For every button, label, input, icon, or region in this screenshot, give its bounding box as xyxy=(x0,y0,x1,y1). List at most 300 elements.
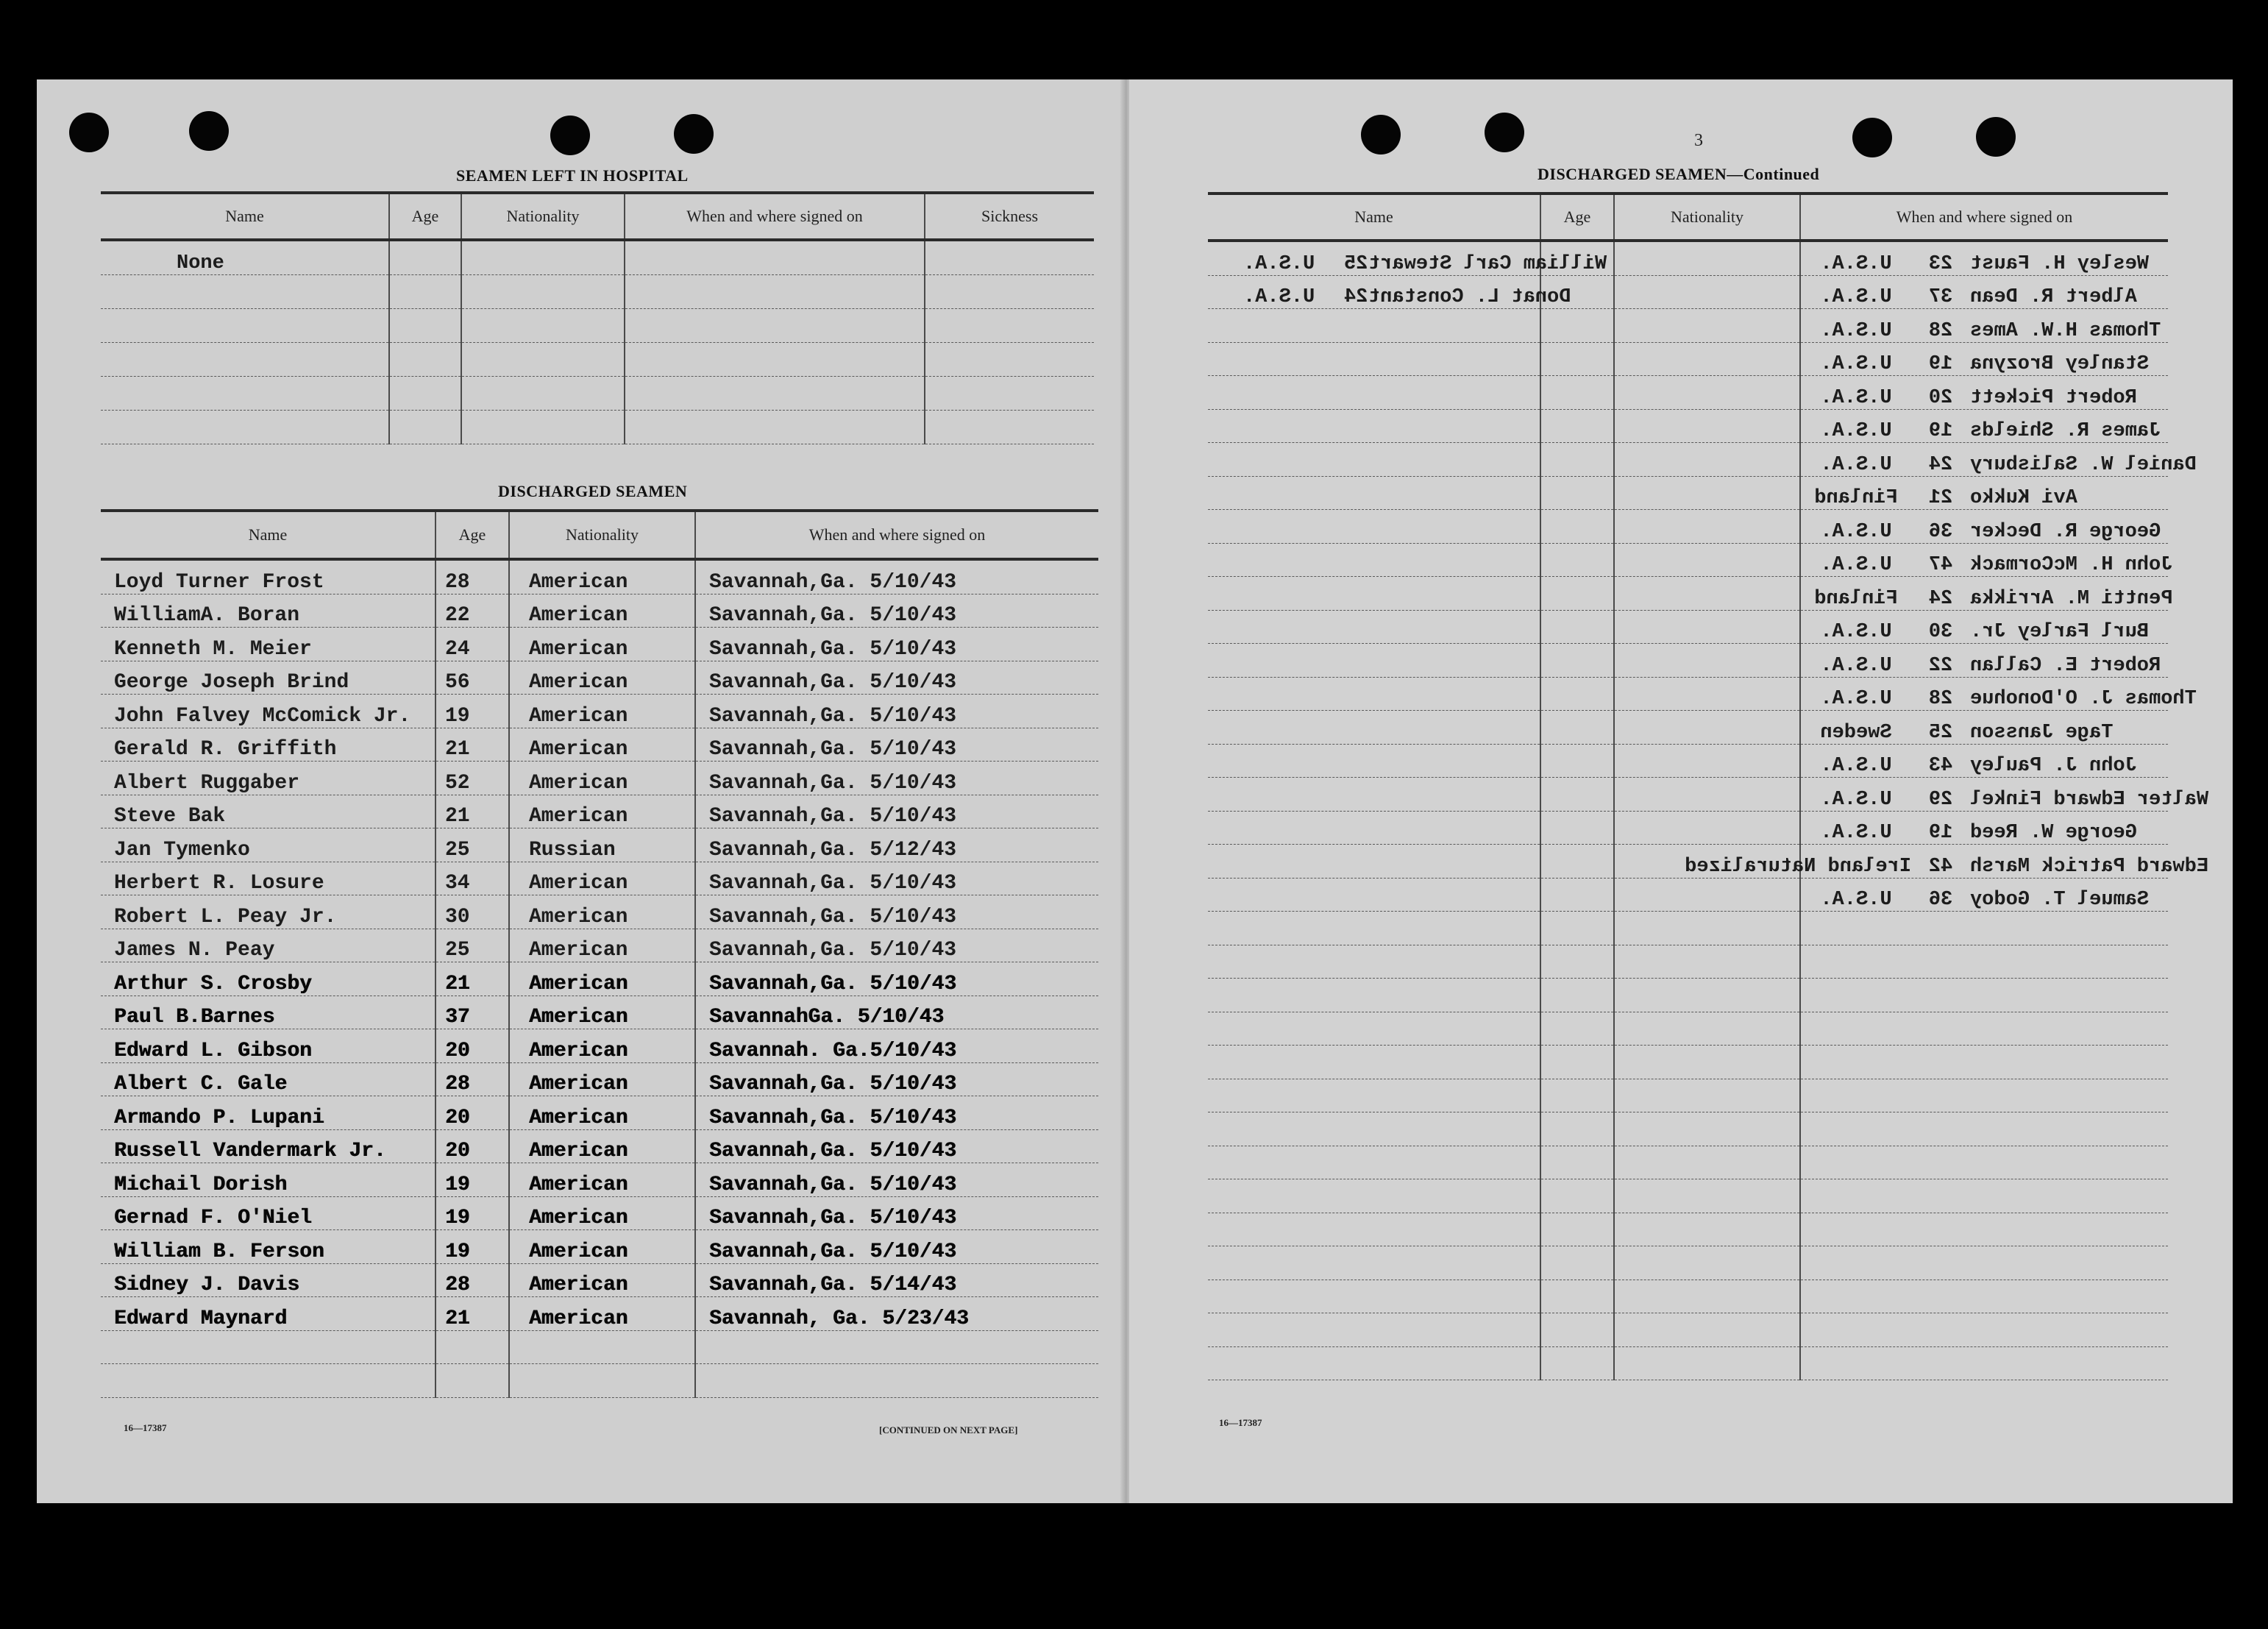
nationality-text: U.S.A. xyxy=(1820,788,1892,811)
table-row xyxy=(1208,1280,2168,1313)
age-text: 47 xyxy=(1928,554,1953,576)
table-row xyxy=(101,411,1094,444)
name-cell xyxy=(101,275,389,309)
age-cell xyxy=(436,828,509,862)
age-cell xyxy=(1540,1012,1614,1046)
nationality-cell xyxy=(1614,610,1800,644)
name-cell xyxy=(1208,1280,1540,1313)
sickness-cell xyxy=(925,343,1094,377)
table-row xyxy=(101,240,1094,275)
signed-on-cell xyxy=(695,1297,1098,1331)
nationality-cell-text: American xyxy=(529,1307,628,1330)
age-cell-text: 52 xyxy=(445,771,470,795)
name-text: George R. Decker xyxy=(1970,520,2161,543)
table-row xyxy=(1208,1046,2168,1079)
signed-on-cell xyxy=(1800,1046,2168,1079)
table-row xyxy=(101,559,1098,594)
sickness-cell xyxy=(925,411,1094,444)
age-cell xyxy=(436,628,509,661)
signed-on-cell xyxy=(695,1230,1098,1264)
name-cell xyxy=(1208,577,1540,611)
nationality-cell-text: American xyxy=(529,1140,628,1163)
age-text: 36 xyxy=(1928,520,1953,543)
sickness-cell xyxy=(925,240,1094,275)
table-row xyxy=(1208,744,2168,778)
nationality-cell xyxy=(509,862,695,895)
nationality-cell xyxy=(1614,1112,1800,1146)
form-number-left: 16—17387 xyxy=(124,1422,167,1433)
table-row xyxy=(1208,945,2168,979)
nationality-cell xyxy=(1614,979,1800,1012)
nationality-cell-text: American xyxy=(529,939,628,962)
name-cell xyxy=(1208,945,1540,979)
right-page xyxy=(1129,79,2233,1503)
name-text: Albert R. Dean xyxy=(1970,286,2137,308)
age-cell xyxy=(1540,443,1614,477)
signed-on-cell xyxy=(1800,711,2168,745)
table-row xyxy=(101,828,1098,862)
name-cell xyxy=(101,1297,436,1331)
age-cell xyxy=(436,1263,509,1297)
name-cell xyxy=(101,695,436,728)
signed-on-cell xyxy=(1800,811,2168,845)
nationality-cell xyxy=(1614,1146,1800,1179)
name-cell xyxy=(101,240,389,275)
table-row xyxy=(101,762,1098,795)
nationality-cell xyxy=(1614,1012,1800,1046)
table-row xyxy=(1208,610,2168,644)
age-cell-text: 30 xyxy=(445,905,470,929)
signed-on-cell xyxy=(695,1129,1098,1163)
nationality-cell xyxy=(509,695,695,728)
nationality-cell xyxy=(1614,443,1800,477)
name-cell-text: Jan Tymenko xyxy=(114,838,250,862)
name-cell xyxy=(1208,309,1540,343)
age-text: 29 xyxy=(1928,788,1953,811)
nationality-cell-text: American xyxy=(529,905,628,929)
age-text: 19 xyxy=(1928,353,1953,375)
table-row xyxy=(101,995,1098,1029)
discharged-heading: DISCHARGED SEAMEN xyxy=(498,482,688,500)
nationality-cell xyxy=(509,1364,695,1398)
nationality-text: U.S.A. xyxy=(1820,353,1892,375)
name-text: Robert E. Callan xyxy=(1970,654,2161,677)
nationality-text: Finland xyxy=(1814,487,1898,509)
signed-on-cell xyxy=(695,594,1098,628)
name-cell xyxy=(101,1196,436,1230)
signed-on-cell xyxy=(625,411,925,444)
age-cell-text: 22 xyxy=(445,604,470,627)
nationality-text: U.S.A. xyxy=(1820,286,1892,308)
age-text: 37 xyxy=(1928,286,1953,308)
nationality-cell-text: American xyxy=(529,704,628,728)
punch-hole xyxy=(550,116,590,155)
table-row xyxy=(1208,275,2168,309)
signed-on-cell xyxy=(1800,1346,2168,1380)
table-row xyxy=(1208,342,2168,376)
nationality-cell xyxy=(1614,644,1800,678)
discharged-header-row xyxy=(101,511,1098,559)
hospital-body xyxy=(101,240,1094,444)
age-cell xyxy=(1540,342,1614,376)
nationality-cell xyxy=(461,275,625,309)
signed-on-cell xyxy=(1800,744,2168,778)
nationality-cell xyxy=(509,1297,695,1331)
name-cell-text: Gernad F. O'Niel xyxy=(114,1207,312,1229)
nationality-cell xyxy=(1614,409,1800,443)
age-cell xyxy=(436,962,509,996)
age-cell-text: 21 xyxy=(445,1307,470,1330)
table-row xyxy=(1208,979,2168,1012)
signed-on-cell-text: SavannahGa. 5/10/43 xyxy=(709,1006,945,1029)
table-row xyxy=(1208,1213,2168,1246)
age-cell-text: 19 xyxy=(445,704,470,728)
table-row xyxy=(101,628,1098,661)
name-cell xyxy=(101,1029,436,1063)
nationality-cell xyxy=(509,929,695,962)
age-cell xyxy=(436,1029,509,1063)
age-cell xyxy=(436,661,509,695)
signed-on-cell-text: Savannah,Ga. 5/10/43 xyxy=(709,1106,957,1129)
name-cell xyxy=(1208,1346,1540,1380)
name-cell-text: Steve Bak xyxy=(114,805,226,828)
signed-on-cell-text: Savannah,Ga. 5/10/43 xyxy=(709,671,957,694)
age-cell xyxy=(1540,1346,1614,1380)
signed-on-cell xyxy=(695,661,1098,695)
age-cell xyxy=(1540,744,1614,778)
left-page xyxy=(37,79,1129,1503)
nationality-cell-text: American xyxy=(529,570,628,594)
age-cell xyxy=(389,343,461,377)
name-cell xyxy=(101,1263,436,1297)
nationality-cell xyxy=(509,1096,695,1130)
age-text: 24 xyxy=(1928,453,1953,476)
nationality-cell xyxy=(509,1062,695,1096)
name-cell-text: Gerald R. Griffith xyxy=(114,738,337,761)
signed-on-cell xyxy=(695,1263,1098,1297)
name-cell xyxy=(101,1129,436,1163)
signed-on-cell xyxy=(695,1364,1098,1398)
discharged-column-header: When and where signed on xyxy=(695,511,1098,559)
age-cell xyxy=(436,795,509,828)
signed-on-cell xyxy=(1800,778,2209,812)
nationality-cell xyxy=(1614,476,1800,510)
punch-hole xyxy=(1361,115,1401,155)
age-cell xyxy=(1540,1313,1614,1347)
nationality-cell xyxy=(1614,342,1800,376)
nationality-cell xyxy=(509,1029,695,1063)
continued-column-header: Nationality xyxy=(1614,194,1800,241)
hospital-column-header: Sickness xyxy=(925,193,1094,240)
name-text: Daniel W. Salisbury xyxy=(1970,453,2197,476)
age-text: 42 xyxy=(1928,855,1953,878)
nationality-cell xyxy=(461,309,625,343)
table-row xyxy=(1208,1246,2168,1280)
age-cell xyxy=(436,762,509,795)
age-cell xyxy=(436,1196,509,1230)
hospital-header-row xyxy=(101,193,1094,240)
signed-on-cell xyxy=(695,1163,1098,1197)
name-cell xyxy=(1208,1246,1540,1280)
signed-on-cell xyxy=(695,1062,1098,1096)
name-cell xyxy=(101,1163,436,1197)
overflow-entry-text: William Carl Stewart xyxy=(1368,252,1607,275)
name-cell-text: WilliamA. Boran xyxy=(114,604,300,627)
table-row xyxy=(1208,811,2168,845)
table-row xyxy=(101,1263,1098,1297)
continued-note: [CONTINUED ON NEXT PAGE] xyxy=(879,1424,1018,1435)
name-cell-text: Edward Maynard xyxy=(114,1307,288,1330)
nationality-text: Finland xyxy=(1814,587,1898,610)
table-row xyxy=(101,309,1094,343)
nationality-text: U.S.A. xyxy=(1820,889,1892,911)
name-cell xyxy=(101,559,436,594)
signed-on-cell xyxy=(1800,878,2168,912)
table-row xyxy=(1208,577,2168,611)
nationality-cell-text: American xyxy=(529,872,628,895)
punch-hole xyxy=(1852,118,1892,157)
table-row xyxy=(101,1096,1098,1130)
nationality-text: U.S.A. xyxy=(1820,420,1892,442)
signed-on-cell xyxy=(695,1096,1098,1130)
nationality-cell xyxy=(1614,1313,1800,1347)
age-cell xyxy=(1540,1146,1614,1179)
name-cell xyxy=(1208,1213,1540,1246)
name-text: Avi Kukko xyxy=(1970,487,2077,509)
age-cell xyxy=(436,594,509,628)
signed-on-cell-text: Savannah,Ga. 5/10/43 xyxy=(709,972,957,995)
nationality-cell xyxy=(1614,1046,1800,1079)
age-cell xyxy=(1540,979,1614,1012)
name-cell-text: James N. Peay xyxy=(114,939,275,962)
name-cell xyxy=(1208,510,1540,544)
nationality-text: U.S.A. xyxy=(1820,554,1892,576)
table-row xyxy=(1208,241,2168,275)
age-text: 19 xyxy=(1928,420,1953,442)
age-cell xyxy=(1540,309,1614,343)
name-cell xyxy=(1208,1079,1540,1112)
name-cell xyxy=(101,962,436,996)
age-text: 23 xyxy=(1928,252,1953,275)
age-cell-text: 24 xyxy=(445,637,470,661)
hospital-column-header: Age xyxy=(389,193,461,240)
nationality-cell xyxy=(509,594,695,628)
table-row xyxy=(101,1129,1098,1163)
discharged-column-header: Name xyxy=(101,511,436,559)
signed-on-cell xyxy=(1800,543,2173,577)
nationality-cell xyxy=(509,762,695,795)
age-cell xyxy=(1540,510,1614,544)
name-text: Samuel T. Godoy xyxy=(1970,889,2150,911)
nationality-text: Ireland Naturalized xyxy=(1685,855,1911,878)
name-cell xyxy=(101,828,436,862)
name-text: Tage Jansson xyxy=(1970,721,2114,744)
age-text: 20 xyxy=(1928,386,1953,409)
punch-hole xyxy=(1485,113,1524,152)
age-cell xyxy=(1540,1213,1614,1246)
continued-header-row xyxy=(1208,194,2168,241)
nationality-cell-text: American xyxy=(529,805,628,828)
signed-on-cell xyxy=(1800,1146,2168,1179)
name-cell-text: Edward L. Gibson xyxy=(114,1039,312,1062)
signed-on-cell xyxy=(1685,845,2209,879)
nationality-cell-text: American xyxy=(529,1274,628,1296)
name-cell xyxy=(1208,878,1540,912)
age-cell xyxy=(1540,1079,1614,1112)
name-cell xyxy=(101,377,389,411)
age-cell xyxy=(436,929,509,962)
name-cell xyxy=(1208,476,1540,510)
nationality-cell xyxy=(1614,309,1800,343)
signed-on-cell-text: Savannah,Ga. 5/10/43 xyxy=(709,704,957,728)
table-row xyxy=(101,1062,1098,1096)
age-cell xyxy=(389,240,461,275)
name-cell xyxy=(1208,1012,1540,1046)
table-row xyxy=(1208,845,2168,879)
table-row xyxy=(101,1364,1098,1398)
name-cell xyxy=(101,1096,436,1130)
signed-on-cell xyxy=(1800,1012,2168,1046)
nationality-cell xyxy=(1614,945,1800,979)
nationality-cell xyxy=(1614,577,1800,611)
nationality-cell xyxy=(509,1263,695,1297)
table-row xyxy=(101,1163,1098,1197)
signed-on-cell xyxy=(695,695,1098,728)
age-text: 28 xyxy=(1928,688,1953,710)
age-text: 21 xyxy=(1928,487,1953,509)
nationality-cell xyxy=(509,1196,695,1230)
table-row xyxy=(1208,309,2168,343)
age-text: 36 xyxy=(1928,889,1953,911)
signed-on-cell-text: Savannah,Ga. 5/10/43 xyxy=(709,637,957,661)
age-cell xyxy=(436,1297,509,1331)
age-cell xyxy=(1540,778,1614,812)
age-cell-text: 28 xyxy=(445,1073,470,1096)
age-cell xyxy=(436,1129,509,1163)
name-cell xyxy=(101,1364,436,1398)
name-cell xyxy=(1208,1046,1540,1079)
continued-heading: DISCHARGED SEAMEN—Continued xyxy=(1538,165,1820,183)
signed-on-cell xyxy=(1800,1213,2168,1246)
continued-column-header: When and where signed on xyxy=(1800,194,2168,241)
signed-on-cell xyxy=(1800,476,2168,510)
table-row xyxy=(101,1330,1098,1364)
nationality-cell xyxy=(1614,543,1800,577)
name-cell-text: Paul B.Barnes xyxy=(114,1006,275,1029)
name-text: Thomas J. O'Donohue xyxy=(1970,688,2197,710)
nationality-cell-text: American xyxy=(529,738,628,761)
age-cell-text: 25 xyxy=(445,939,470,962)
age-cell xyxy=(389,377,461,411)
signed-on-cell xyxy=(1800,376,2168,410)
age-cell-text: 56 xyxy=(445,671,470,694)
nationality-cell xyxy=(509,1230,695,1264)
discharged-body xyxy=(101,559,1098,1397)
table-row xyxy=(1208,912,2168,945)
age-cell xyxy=(1540,476,1614,510)
punch-hole xyxy=(189,111,229,151)
signed-on-cell xyxy=(695,1330,1098,1364)
age-cell-text: 20 xyxy=(445,1106,470,1129)
signed-on-cell xyxy=(625,275,925,309)
signed-on-cell xyxy=(695,628,1098,661)
table-row xyxy=(1208,1012,2168,1046)
nationality-cell-text: American xyxy=(529,671,628,694)
nationality-cell xyxy=(461,240,625,275)
nationality-cell xyxy=(1614,376,1800,410)
name-text: Walter Edward Finkel xyxy=(1970,788,2209,811)
name-cell xyxy=(1208,275,1571,309)
name-cell-text: John Falvey McComick Jr. xyxy=(114,704,411,728)
name-cell xyxy=(1208,543,1540,577)
nationality-cell-text: American xyxy=(529,637,628,661)
signed-on-cell xyxy=(625,377,925,411)
signed-on-cell xyxy=(1800,644,2168,678)
nationality-cell xyxy=(509,895,695,929)
nationality-cell xyxy=(1614,912,1800,945)
name-cell xyxy=(1208,644,1540,678)
signed-on-cell-text: Savannah,Ga. 5/10/43 xyxy=(709,570,957,594)
table-row xyxy=(101,895,1098,929)
name-cell xyxy=(1208,342,1540,376)
signed-on-cell xyxy=(1800,677,2197,711)
signed-on-cell xyxy=(1800,912,2168,945)
age-cell xyxy=(1540,1179,1614,1213)
name-cell xyxy=(1208,1146,1540,1179)
age-cell-text: 19 xyxy=(445,1240,470,1263)
continued-column-header: Age xyxy=(1540,194,1614,241)
signed-on-cell xyxy=(1800,577,2173,611)
table-row xyxy=(101,1297,1098,1331)
name-cell-text: William B. Ferson xyxy=(114,1240,324,1263)
nationality-cell-text: American xyxy=(529,1039,628,1062)
nationality-text: U.S.A. xyxy=(1820,755,1892,777)
nationality-text: U.S.A. xyxy=(1820,654,1892,677)
name-text: Burl Farley Jr. xyxy=(1970,621,2150,643)
name-cell xyxy=(101,1062,436,1096)
age-cell-text: 21 xyxy=(445,972,470,995)
signed-on-cell-text: Savannah,Ga. 5/10/43 xyxy=(709,1173,957,1196)
sickness-cell xyxy=(925,275,1094,309)
name-cell xyxy=(1208,409,1540,443)
name-text: John J. Pauley xyxy=(1970,755,2137,777)
name-cell-text: Herbert R. Losure xyxy=(114,872,324,895)
name-text: Edward Patrick Marsh xyxy=(1970,855,2209,878)
table-row xyxy=(101,1029,1098,1063)
age-cell-text: 34 xyxy=(445,872,470,895)
name-text: Wesley H. Faust xyxy=(1970,252,2150,275)
punch-hole xyxy=(1976,117,2016,157)
signed-on-cell xyxy=(695,728,1098,762)
age-cell xyxy=(436,559,509,594)
nationality-cell xyxy=(1614,811,1800,845)
signed-on-cell-text: Savannah. Ga.5/10/43 xyxy=(709,1039,957,1062)
table-row xyxy=(1208,376,2168,410)
table-row xyxy=(1208,1313,2168,1347)
hospital-table xyxy=(101,191,1094,444)
table-row xyxy=(1208,443,2168,477)
name-cell-text: Kenneth M. Meier xyxy=(114,637,312,661)
hospital-column-header: Name xyxy=(101,193,389,240)
nationality-cell-text: American xyxy=(529,1240,628,1263)
overflow-entry-text: 25 xyxy=(1344,252,1368,275)
signed-on-cell-text: Savannah,Ga. 5/10/43 xyxy=(709,771,957,795)
age-text: 24 xyxy=(1928,587,1953,610)
overflow-entry-text: 24 xyxy=(1344,286,1368,308)
discharged-column-header: Age xyxy=(436,511,509,559)
age-cell xyxy=(436,1364,509,1398)
nationality-cell xyxy=(1614,744,1800,778)
